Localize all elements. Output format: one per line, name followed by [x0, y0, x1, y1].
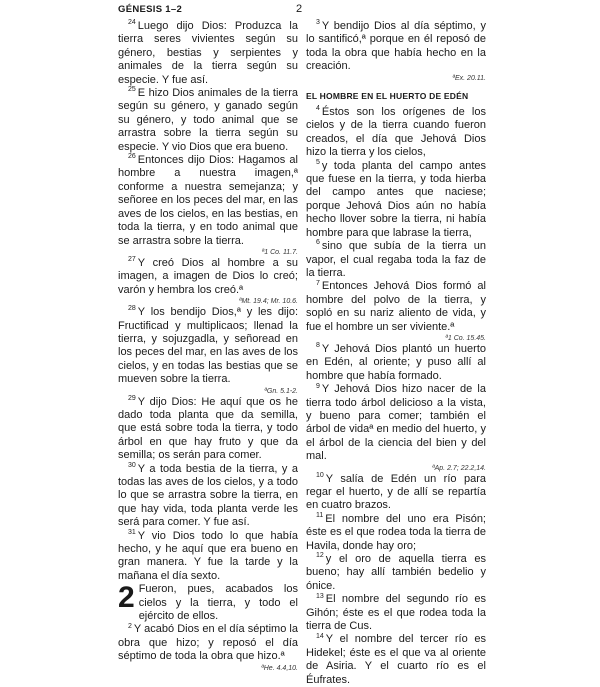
- verse: [306, 343, 486, 383]
- verse-text: Y los bendijo Dios,ª y les dijo: Fructificad y multiplicaos; llenad la tierra, y sojuzgadla, y señoread en los peces del mar, en las aves de los cielos, y en todas las bestias que se mueven sobre la tierra.: [118, 306, 298, 386]
- verse: [118, 87, 298, 154]
- cross-reference: ª1 Co. 15.45.: [445, 334, 486, 342]
- verse-text: y toda planta del campo antes que fuese en la tierra, y toda hierba del campo antes que naciese; porque Jehová Dios aún no había hecho llover sobre la tierra, ni había hombre para que labrase la tierra,: [306, 159, 486, 239]
- verse-text: Y dijo Dios: He aquí que os he dado toda planta que da semilla, que está sobre toda la tierra, y todo árbol en que hay fruto y que da semilla; os serán para comer.: [118, 395, 298, 462]
- verse-number: 29: [128, 394, 136, 402]
- page-header: [118, 4, 496, 18]
- verse-text: Y vio Dios todo lo que había hecho, y he aquí que era bueno en gran manera. Y fue la tarde y la mañana el día sexto.: [118, 529, 298, 582]
- verse-number: 7: [316, 279, 320, 287]
- verse-text: sino que subía de la tierra un vapor, el cual regaba toda la faz de la tierra.: [306, 240, 486, 279]
- cross-reference: ªHe. 4.4,10.: [261, 664, 298, 672]
- verse: [306, 593, 486, 633]
- verse: [306, 280, 486, 343]
- verse: [118, 396, 298, 463]
- verse-text: Y acabó Dios en el día séptimo la obra que hizo; y reposó el día séptimo de toda la obra que hizo.ª: [118, 623, 298, 663]
- right-column: [306, 19, 486, 686]
- verse-text: El nombre del segundo río es Gihón; éste es el que rodea toda la tierra de Cus.: [306, 593, 486, 633]
- verse-number: 6: [316, 239, 320, 247]
- verse-number: 26: [128, 153, 136, 161]
- page-number: 2: [296, 3, 303, 15]
- verse-number: 28: [128, 305, 136, 313]
- cross-reference: ª1 Co. 11.7.: [261, 248, 298, 256]
- cross-reference: ªAp. 2.7; 22.2,14.: [432, 464, 486, 472]
- section-heading: EL HOMBRE EN EL HUERTO DE EDÉN: [306, 90, 469, 101]
- verse-text: El nombre del uno era Pisón; éste es el que rodea toda la tierra de Havila, donde hay oro;: [306, 512, 486, 552]
- verse-number: 24: [128, 19, 136, 27]
- left-column: [118, 19, 298, 672]
- verse-text: Luego dijo Dios: Produzca la tierra seres vivientes según su género, bestias y serpientes y animales de la tierra según su especie. Y fue así.: [118, 20, 298, 86]
- verse-number: 11: [316, 512, 324, 520]
- verse-text: Fueron, pues, acabados los cielos y la tierra, y todo el ejército de ellos.: [138, 583, 298, 623]
- verse-text: y el oro de aquella tierra es bueno; hay allí también bedelio y ónice.: [306, 553, 486, 592]
- verse: [306, 240, 486, 280]
- verse-text: Éstos son los orígenes de los cielos y de la tierra cuando fueron creados, el día que Jehová Dios hizo la tierra y los cielos,: [306, 106, 486, 159]
- verse-text: Y el nombre del tercer río es Hidekel; éste es el que va al oriente de Asiria. Y el cuarto río es el Éufrates.: [306, 633, 486, 686]
- verse-text: Y Jehová Dios plantó un huerto en Edén, al oriente; y puso allí al hombre que había formado.: [306, 342, 486, 382]
- verse-number: 3: [316, 19, 320, 27]
- right-verse-list-before: [306, 20, 486, 83]
- verse-number: 27: [128, 256, 136, 264]
- chapter-start: [118, 583, 298, 623]
- verse-number: 5: [316, 159, 320, 166]
- left-verse-list-after: [118, 623, 298, 672]
- right-verse-list: [306, 106, 486, 687]
- verse: [306, 553, 486, 593]
- verse: [306, 473, 486, 513]
- verse: [306, 20, 486, 83]
- left-verse-list: [118, 20, 298, 583]
- verse-number: 9: [316, 382, 320, 390]
- verse-number: 30: [128, 461, 136, 469]
- verse: [118, 154, 298, 257]
- verse-text: Y a toda bestia de la tierra, y a todas las aves de los cielos, y a todo lo que se arrastra sobre la tierra, en que hay vida, toda planta verde les será para comer. Y fue así.: [118, 462, 298, 529]
- verse-text: Y Jehová Dios hizo nacer de la tierra todo árbol delicioso a la vista, y bueno para comer; también el árbol de vidaª en medio del huerto, y el árbol de la ciencia del bien y del mal.: [306, 383, 486, 463]
- verse-number: 31: [128, 528, 136, 536]
- verse-number: 4: [316, 105, 320, 113]
- verse-number: 2: [128, 622, 132, 630]
- verse-text: Y salía de Edén un río para regar el huerto, y de allí se repartía en cuatro brazos.: [306, 472, 486, 512]
- verse-number: 10: [316, 471, 324, 479]
- verse: [118, 530, 298, 584]
- verse-text: Entonces Jehová Dios formó al hombre del polvo de la tierra, y sopló en su nariz aliento de vida, y fue el hombre un ser viviente.ª: [306, 280, 486, 333]
- verse-text: E hizo Dios animales de la tierra según su género, y ganado según su género, y todo animal que se arrastra sobre la tierra según su especie. Y vio Dios que era bueno.: [118, 87, 298, 153]
- verse: [118, 257, 298, 306]
- verse-text: Y creó Dios al hombre a su imagen, a imagen de Dios lo creó; varón y hembra los creó.ª: [118, 256, 298, 296]
- verse-number: 25: [128, 86, 136, 94]
- verse-number: 14: [316, 632, 324, 640]
- cross-reference: ªMt. 19.4; Mr. 10.6.: [238, 298, 298, 306]
- verse: [306, 633, 486, 687]
- verse: [306, 383, 486, 472]
- verse-text: Entonces dijo Dios: Hagamos al hombre a nuestra imagen,ª conforme a nuestra semejanza; y señoree en los peces del mar, en las aves de los cielos, en las bestias, en toda la tierra, y en todo animal que se arrastra sobre la tierra.: [118, 154, 298, 247]
- verse: [118, 463, 298, 530]
- verse: [306, 106, 486, 160]
- verse-number: 8: [316, 342, 320, 350]
- verse-text: Y bendijo Dios al día séptimo, y lo santificó,ª porque en él reposó de toda la obra que había hecho en la creación.: [306, 20, 486, 73]
- verse: [306, 160, 486, 240]
- book-chapter-title: GÉNESIS 1–2: [118, 4, 183, 15]
- cross-reference: ªGn. 5.1-2.: [264, 387, 298, 395]
- verse: [118, 623, 298, 672]
- verse-number: 12: [316, 552, 324, 560]
- cross-reference: ªEx. 20.11.: [452, 74, 486, 82]
- verse: [118, 20, 298, 87]
- verse-number: 13: [316, 592, 324, 600]
- verse: [118, 306, 298, 395]
- verse: [306, 513, 486, 553]
- chapter-number: 2: [118, 581, 135, 615]
